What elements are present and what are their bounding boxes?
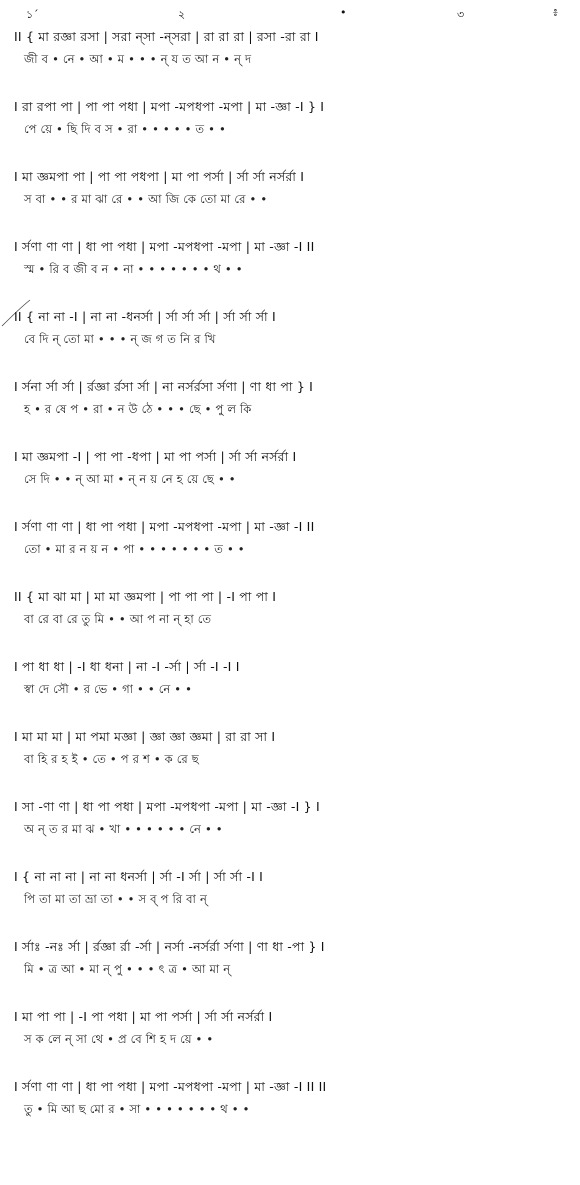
- swara-row: I র্সণা ণা ণা | ধা পা পধা | মপা -মপধপা -মপা | মা -জ্ঞা -I II: [14, 519, 315, 534]
- lyric-row: তো • মা র ন য় ন • পা • • • • • • • ত • •: [24, 542, 245, 556]
- swara-row: I র্সনা র্সা র্সা | র্রজ্ঞা র্রসা র্সা | না নর্সর্রসা র্সণা | ণা ধা পা } I: [14, 379, 314, 394]
- lyric-row: জী ব • নে • আ • ম • • • ন্‌ য ত আ ন • ন্‌ দ: [24, 52, 252, 66]
- swara-row: II { মা রজ্ঞা রসা | সরা ন্‌সা -ন্‌সরা | রা রা রা | রসা -রা রা I: [14, 29, 319, 44]
- lyric-row: তু • মি আ ছ মো র • সা • • • • • • • থ • •: [24, 1102, 250, 1116]
- beat-marker-1: ১´: [26, 8, 39, 21]
- lyric-row: স্ম • রি ব জী ব ন • না • • • • • • • থ • •: [24, 262, 243, 276]
- staff-line: [14, 446, 570, 490]
- lyric-row: বা হি র হ ই • তে • প র শ • ক রে ছ: [24, 752, 199, 766]
- swara-row: I মা জ্ঞমপা -I | পা পা -ধপা | মা পা পর্সা | র্সা র্সা নর্সর্রা I: [14, 449, 297, 464]
- lyric-row: হ • র ষে প • রা • ন উ ঠে • • • ছে • পু ল কি: [24, 402, 252, 416]
- beat-marker-3: •: [340, 6, 347, 19]
- staff-line: [14, 796, 570, 840]
- beat-marker-2: ২: [178, 8, 186, 21]
- lyric-row: পে য়ে • ছি দি ব স • রা • • • • • ত • •: [24, 122, 226, 136]
- swara-row: I র্সাঃ -নঃ র্সা | র্রজ্ঞা র্রা -র্সা | নর্সা -নর্সর্রা র্সণা | ণা ধা -পা } I: [14, 939, 325, 954]
- staff-line: [14, 306, 570, 350]
- staff-line: [14, 26, 570, 70]
- swara-row: I র্সণা ণা ণা | ধা পা পধা | মপা -মপধপা -মপা | মা -জ্ঞা -I II: [14, 239, 315, 254]
- staff-line: [14, 866, 570, 910]
- swara-row: I মা মা মা | মা পমা মজ্ঞা | জ্ঞা জ্ঞা জ্ঞমা | রা রা সা I: [14, 729, 276, 744]
- swara-row: II { মা ঝা মা | মা মা জ্ঞমপা | পা পা পা | -I পা পা I: [14, 589, 277, 604]
- swara-row: I মা জ্ঞমপা পা | পা পা পধপা | মা পা পর্সা | র্সা র্সা নর্সর্রা I: [14, 169, 305, 184]
- lyric-row: মি • ত্র আ • মা ন্‌ পু • • • ৎ ত্র • আ মা ন্‌: [24, 962, 231, 976]
- beat-marker-4: ৩: [457, 8, 465, 21]
- lyric-row: বে দি ন্‌ তো মা • • • ন্‌ জ গ ত নি র খি: [24, 332, 216, 346]
- lyric-row: পি তা মা তা ভ্রা তা • • স ব্‌ প রি বা ন্‌: [24, 892, 208, 906]
- staff-line: [14, 96, 570, 140]
- swara-row: I { না না না | না না ধনর্সা | র্সা -I র্সা | র্সা র্সা -I I: [14, 869, 264, 884]
- swara-row: II { না না -I | না না -ধনর্সা | র্সা র্সা র্সা | র্সা র্সা র্সা I: [14, 309, 276, 324]
- lyric-row: স্বা দে সৌ • র ভে • গা • • নে • •: [24, 682, 193, 696]
- swara-row: I রা রপা পা | পা পা পধা | মপা -মপধপা -মপা | মা -জ্ঞা -I } I: [14, 99, 325, 114]
- staff-line: [14, 376, 570, 420]
- swara-row: I র্সণা ণা ণা | ধা পা পধা | মপা -মপধপা -মপা | মা -জ্ঞা -I II II: [14, 1079, 327, 1094]
- lyric-row: সে দি • • ন্‌ আ মা • ন্‌ ন য় নে হ য়ে ছে • •: [24, 472, 236, 486]
- swara-row: I পা ধা ধা | -I ধা ধনা | না -I -র্সা | র্সা -I -I I: [14, 659, 240, 674]
- staff-line: [14, 726, 570, 770]
- staff-line: [14, 1076, 570, 1120]
- lyric-row: অ ন্‌ ত র মা ঝ • খা • • • • • • নে • •: [24, 822, 223, 836]
- lyric-row: স ক লে ন্‌ সা থে • প্র বে শি হ দ য়ে • •: [24, 1032, 214, 1046]
- lyric-row: বা রে বা রে তু মি • • আ প না ন্‌ হা তে: [24, 612, 212, 626]
- staff-line: [14, 166, 570, 210]
- lyric-row: স বা • • র মা ঝা রে • • আ জি কে তো মা রে • •: [24, 192, 268, 206]
- swara-row: I সা -ণা ণা | ধা পা পধা | মপা -মপধপা -মপা | মা -জ্ঞা -I } I: [14, 799, 320, 814]
- beat-markers: [0, 6, 580, 28]
- staff-line: [14, 936, 570, 980]
- staff-line: [14, 656, 570, 700]
- swara-row: I মা পা পা | -I পা পধা | মা পা পর্সা | র্সা র্সা নর্সর্রা I: [14, 1009, 273, 1024]
- staff-line: [14, 236, 570, 280]
- staff-line: [14, 1006, 570, 1050]
- beat-marker-5: ៖: [553, 6, 558, 19]
- staff-line: [14, 586, 570, 630]
- staff-line: [14, 516, 570, 560]
